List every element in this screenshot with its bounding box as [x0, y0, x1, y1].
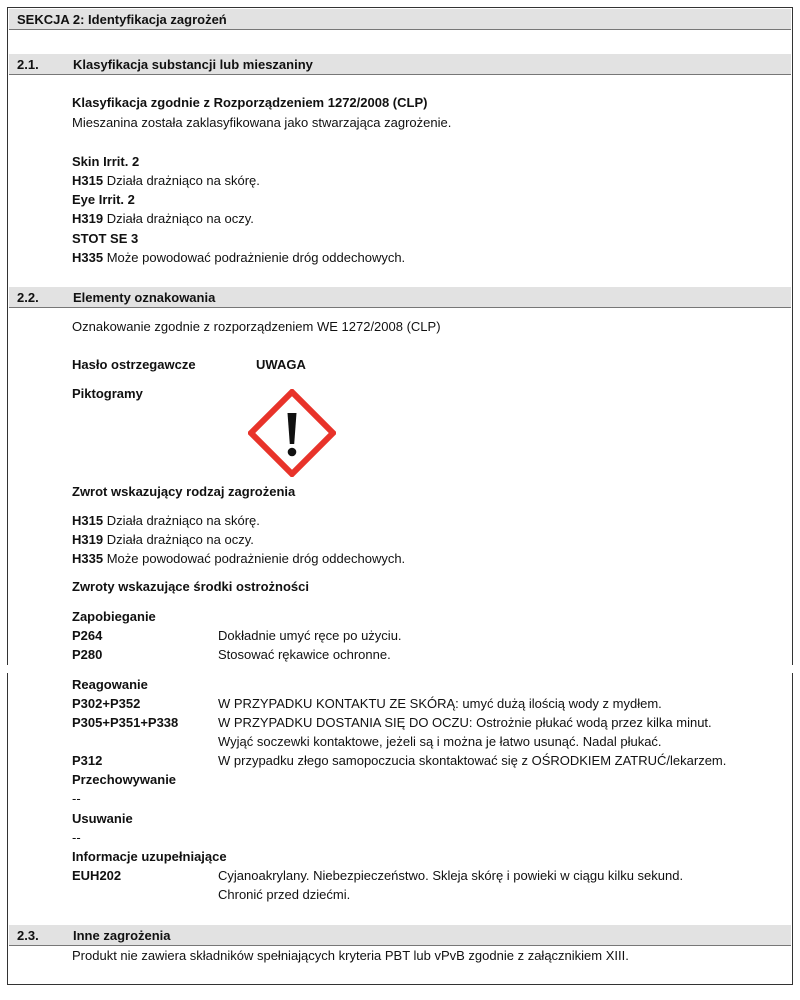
precaution-text: Stosować rękawice ochronne.: [218, 647, 391, 662]
signal-word-label: Hasło ostrzegawcze: [72, 357, 196, 372]
hazard-statement: H319 Działa drażniąco na oczy.: [72, 532, 254, 547]
classification-text: Mieszanina została zaklasyfikowana jako stwarzająca zagrożenie.: [72, 115, 452, 130]
hazard-class: STOT SE 3: [72, 231, 139, 246]
storage-value: --: [72, 791, 81, 806]
hazard-statement: H315 Działa drażniąco na skórę.: [72, 173, 260, 188]
precaution-code: P264: [72, 628, 103, 643]
precaution-text: W PRZYPADKU KONTAKTU ZE SKÓRĄ: umyć dużą ilością wody z mydłem.: [218, 696, 662, 711]
subsection-number: 2.3.: [17, 928, 39, 943]
hazard-statement: H315 Działa drażniąco na skórę.: [72, 513, 260, 528]
labelling-intro: Oznakowanie zgodnie z rozporządzeniem WE 1272/2008 (CLP): [72, 319, 441, 334]
hazard-statements-heading: Zwrot wskazujący rodzaj zagrożenia: [72, 484, 296, 499]
precaution-text: Dokładnie umyć ręce po użyciu.: [218, 628, 402, 643]
precaution-code: P312: [72, 753, 103, 768]
hazard-statement: H335 Może powodować podrażnienie dróg oddechowych.: [72, 250, 406, 265]
subsection-title: Elementy oznakowania: [73, 290, 216, 305]
subsection-2-3-header: [9, 925, 791, 946]
section-header: [9, 9, 791, 30]
precaution-code: P305+P351+P338: [72, 715, 179, 730]
page-break-gap: [0, 665, 800, 673]
hazard-class: Skin Irrit. 2: [72, 154, 140, 169]
subsection-2-2-header: [9, 287, 791, 308]
precautionary-heading: Zwroty wskazujące środki ostrożności: [72, 579, 309, 594]
hazard-statement: H335 Może powodować podrażnienie dróg oddechowych.: [72, 551, 406, 566]
sds-section-frame: [7, 7, 793, 985]
supplementary-text: Cyjanoakrylany. Niebezpieczeństwo. Skleja skórę i powieki w ciągu kilku sekund.: [218, 868, 684, 883]
subsection-number: 2.1.: [17, 57, 39, 72]
storage-heading: Przechowywanie: [72, 772, 177, 787]
prevention-heading: Zapobieganie: [72, 609, 156, 624]
section-title: SEKCJA 2: Identyfikacja zagrożeń: [17, 12, 227, 27]
disposal-value: --: [72, 830, 81, 845]
pictogram-label: Piktogramy: [72, 386, 143, 401]
disposal-heading: Usuwanie: [72, 811, 133, 826]
subsection-2-1-header: [9, 54, 791, 75]
subsection-title: Inne zagrożenia: [73, 928, 171, 943]
subsection-title: Klasyfikacja substancji lub mieszaniny: [73, 57, 313, 72]
precaution-text: W przypadku złego samopoczucia skontaktować się z OŚRODKIEM ZATRUĆ/lekarzem.: [218, 753, 727, 768]
hazard-statement: H319 Działa drażniąco na oczy.: [72, 211, 254, 226]
precaution-code: P280: [72, 647, 103, 662]
response-heading: Reagowanie: [72, 677, 148, 692]
signal-word-value: UWAGA: [256, 357, 306, 372]
hazard-class: Eye Irrit. 2: [72, 192, 135, 207]
precaution-text-continued: Wyjąć soczewki kontaktowe, jeżeli są i można je łatwo usunąć. Nadal płukać.: [218, 734, 662, 749]
subsection-number: 2.2.: [17, 290, 39, 305]
other-hazards-text: Produkt nie zawiera składników spełniających kryteria PBT lub vPvB zgodnie z załącznikiem XIII.: [72, 948, 629, 963]
classification-heading: Klasyfikacja zgodnie z Rozporządzeniem 1272/2008 (CLP): [72, 95, 428, 110]
supplementary-code: EUH202: [72, 868, 122, 883]
precaution-code: P302+P352: [72, 696, 141, 711]
precaution-text: W PRZYPADKU DOSTANIA SIĘ DO OCZU: Ostrożnie płukać wodą przez kilka minut.: [218, 715, 712, 730]
supplementary-text-continued: Chronić przed dziećmi.: [218, 887, 351, 902]
supplementary-heading: Informacje uzupełniające: [72, 849, 227, 864]
exclamation-mark-hazard-icon: [248, 389, 336, 477]
